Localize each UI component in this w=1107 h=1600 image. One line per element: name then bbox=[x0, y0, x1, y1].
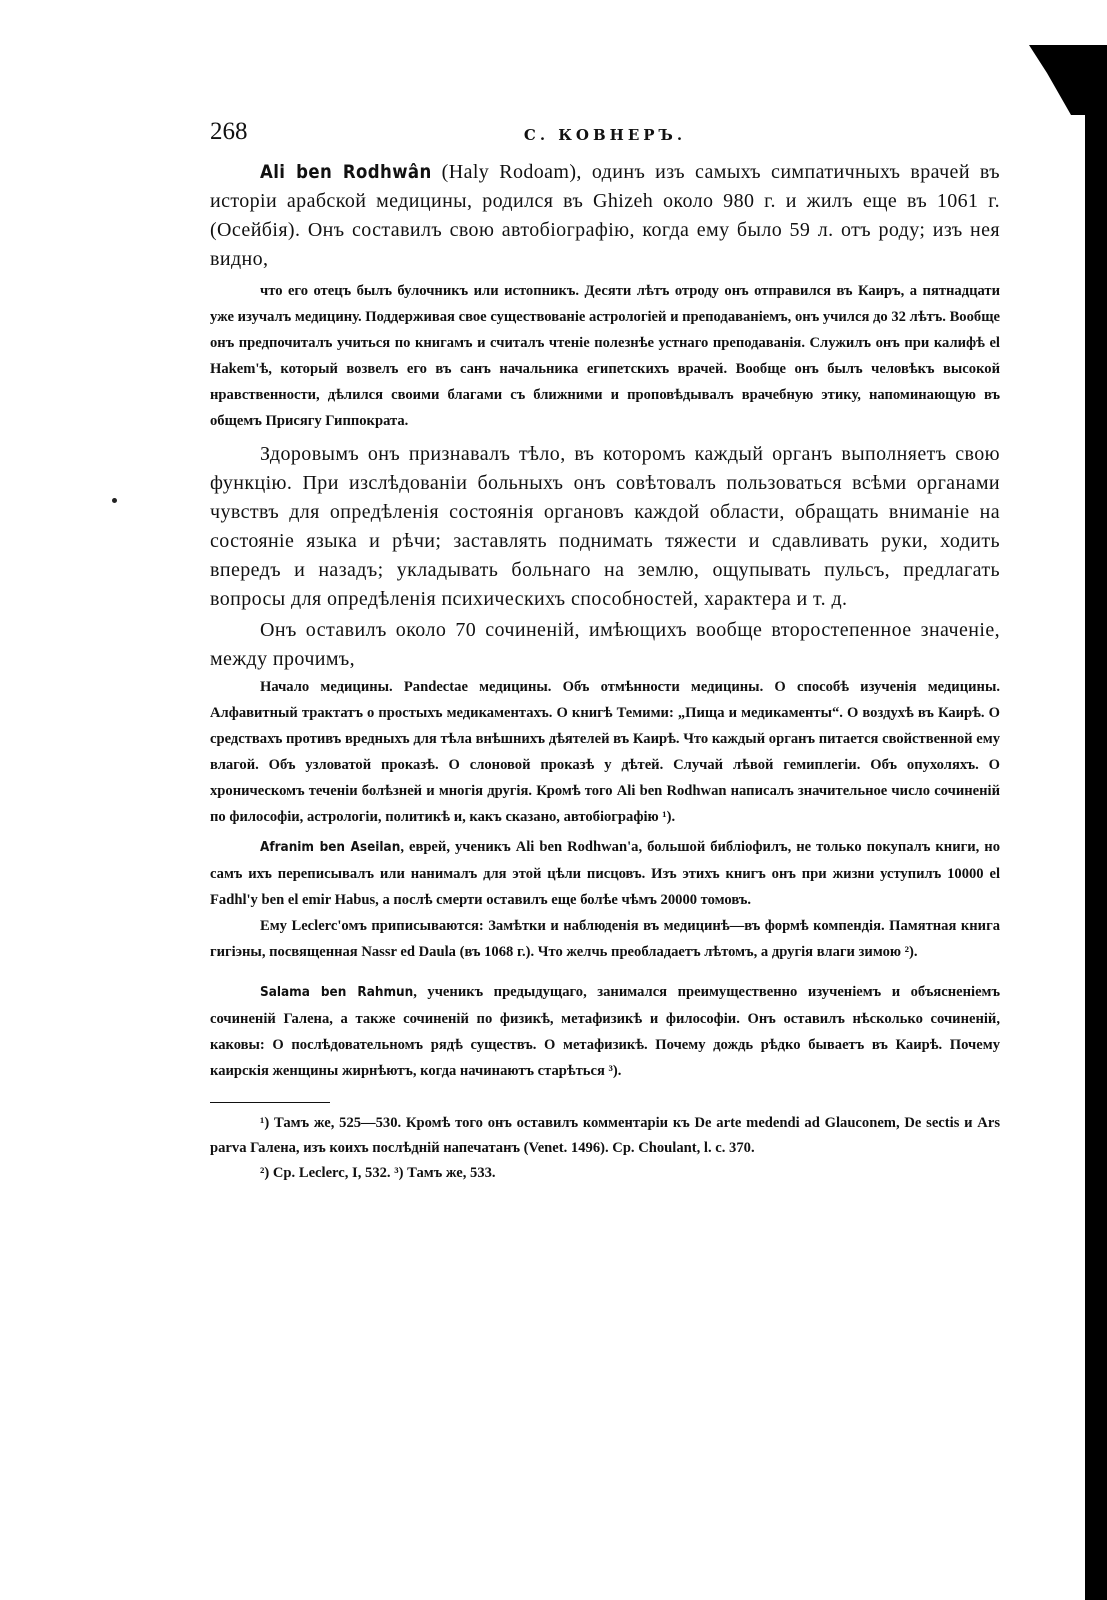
paragraph-lead-name: Afranim ben Aseilan bbox=[260, 840, 401, 855]
page-number: 268 bbox=[210, 118, 248, 145]
paragraph-lead-name: Ali ben Rodhwân bbox=[260, 162, 432, 183]
running-head: С. КОВНЕРЪ. bbox=[523, 126, 687, 144]
footnote-rule bbox=[210, 1102, 330, 1103]
margin-dot bbox=[112, 498, 117, 503]
paragraph-diagnosis bbox=[210, 440, 1000, 614]
document-page bbox=[210, 118, 1000, 1186]
paragraph-biography bbox=[210, 278, 1000, 434]
paragraph-lead-name: Salama ben Rahmun bbox=[260, 985, 414, 1000]
paragraph-works-list bbox=[210, 674, 1000, 830]
paragraph-text: Ему Leclerc'омъ приписываются: Замѣтки и наблюденія въ медицинѣ—въ формѣ компендія. Памятная книга гигіэны, посвященная Nassr ed Daula (въ 1068 г.). Что желчь преобладаетъ лѣтомъ, а другія влаги зимою ²). bbox=[210, 918, 1000, 960]
paragraph-text: (Haly Rodoam), одинъ изъ самыхъ симпатичныхъ врачей въ исторіи арабской медицины, родился въ Ghizeh около 980 г. и жилъ еще въ 1061 г. (Осейбія). Онъ составилъ свою автобіографію, когда ему было 59 л. отъ роду; изъ нея видно, bbox=[210, 161, 1001, 270]
paragraph-text: , ученикъ предыдущаго, занимался преимущественно изученіемъ и объясненіемъ сочиненій Галена, а также сочиненій по физикѣ, метафизикѣ и философіи. Онъ оставилъ нѣсколько сочиненій, каковы: О послѣдовательномъ рядѣ существъ. О метафизикѣ. Почему дождь рѣдко бываетъ въ Каирѣ. Почему каирскія женщины жирнѣютъ, когда начинаютъ старѣться ³). bbox=[210, 984, 1000, 1079]
paragraph-text: Здоровымъ онъ признавалъ тѣло, въ которомъ каждый органъ выполняетъ свою функцію. При изслѣдованіи больныхъ онъ совѣтовалъ пользоваться всѣми органами чувствъ для опредѣленія состоянія органовъ каждой области, обращать вниманіе на состояніе языка и рѣчи; заставлять поднимать тяжести и сдавливать руки, ходить впередъ и назадъ; укладывать больнаго на землю, ощупывать пульсъ, предлагать вопросы для опредѣленія психическихъ способностей, характера и т. д. bbox=[210, 443, 1000, 610]
footnote-1: ¹) Тамъ же, 525—530. Кромѣ того онъ оставилъ комментаріи къ De arte medendi ad Glauconem, De sectis и Ars parva Галена, изъ коихъ послѣдній напечатанъ (Venet. 1496). Ср. Choulant, l. c. 370. bbox=[210, 1115, 1000, 1156]
paragraph-text: Онъ оставилъ около 70 сочиненій, имѣющихъ вообще второстепенное значеніе, между прочимъ, bbox=[210, 619, 1000, 670]
paragraph-afranim bbox=[210, 834, 1000, 913]
scan-edge-notch bbox=[1029, 45, 1089, 115]
paragraph-works-intro bbox=[210, 616, 1000, 674]
paragraph-leclerc bbox=[210, 913, 1000, 965]
paragraph-text: , еврей, ученикъ Ali ben Rodhwan'а, большой библіофилъ, не только покупалъ книги, но самъ ихъ переписывалъ или нанималъ для этой цѣли писцовъ. Изъ этихъ книгъ онъ при жизни уступилъ 10000 el Fadhl'у ben el emir Habus, а послѣ смерти оставилъ еще болѣе чѣмъ 20000 томовъ. bbox=[210, 839, 1000, 908]
paragraph-salama bbox=[210, 979, 1000, 1084]
footnote-2-3: ²) Ср. Leclerc, I, 532. ³) Тамъ же, 533. bbox=[260, 1165, 496, 1181]
scan-edge-bar bbox=[1085, 45, 1107, 1600]
paragraph-text: что его отецъ былъ булочникъ или истопникъ. Десяти лѣтъ отроду онъ отправился въ Каиръ, а пятнадцати уже изучалъ медицину. Поддерживая свое существованіе астрологіей и преподаваніемъ, онъ учился до 32 лѣтъ. Вообще онъ предпочиталъ учиться по книгамъ и считалъ чтеніе полезнѣе устнаго преподаванія. Служилъ онъ при калифѣ el Hakem'ѣ, который возвелъ его въ санъ начальника египетскихъ врачей. Вообще онъ былъ человѣкъ высокой нравственности, дѣлился своими благами съ ближними и проповѣдывалъ врачебную этику, напоминающую въ общемъ Присягу Гиппократа. bbox=[210, 283, 1000, 429]
paragraph-text: Начало медицины. Pandectae медицины. Объ отмѣнности медицины. О способѣ изученія медицины. Алфавитный трактатъ о простыхъ медикаментахъ. О книгѣ Темими: „Пища и медикаменты“. О воздухѣ въ Каирѣ. О средствахъ противъ вредныхъ для тѣла внѣшнихъ дѣятелей въ Каирѣ. Что каждый органъ питается свойственной ему влагой. Объ узловатой проказѣ. О слоновой проказѣ у дѣтей. Случай лѣвой гемиплегіи. Объ опухоляхъ. О хроническомъ теченіи болѣзней и многія другія. Кромѣ того Ali ben Rodhwan написалъ значительное число сочиненій по философіи, астрологіи, политикѣ и, какъ сказано, автобіографію ¹). bbox=[210, 679, 1000, 825]
paragraph-ali-ben-rodhwan bbox=[210, 158, 1000, 274]
footnotes bbox=[210, 1102, 1000, 1186]
page-header bbox=[210, 118, 1000, 158]
